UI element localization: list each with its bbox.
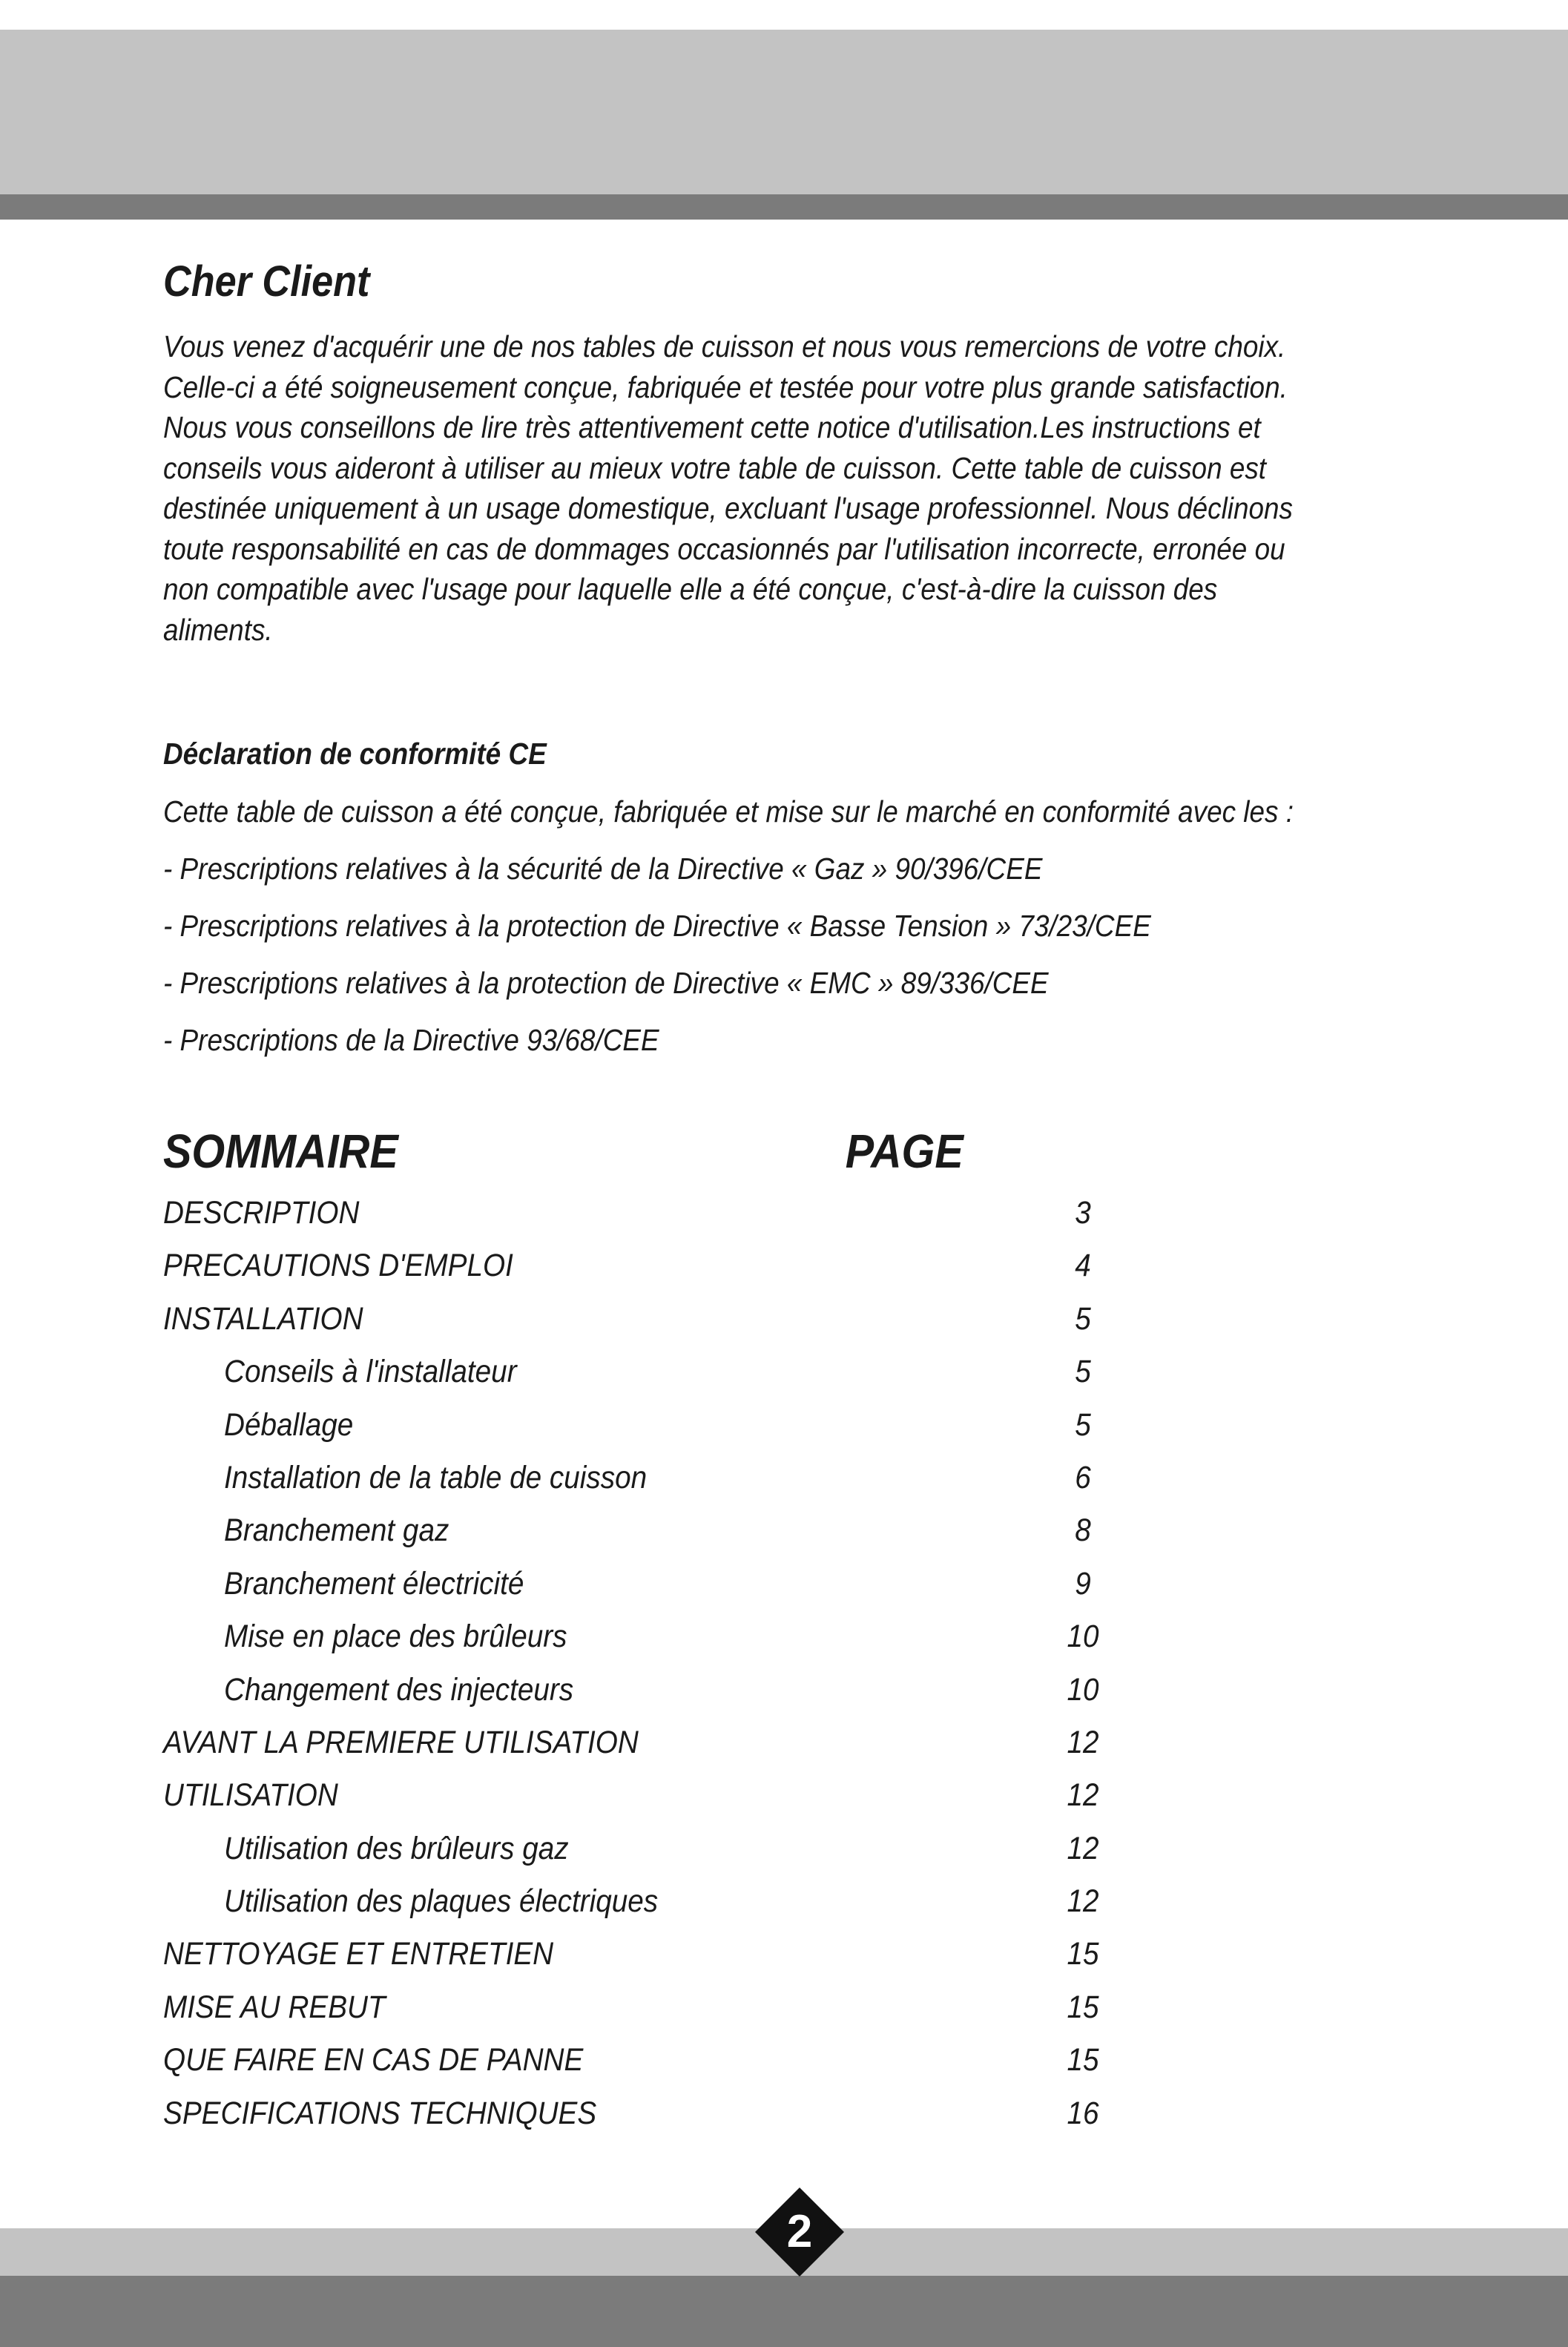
toc-entry-label: INSTALLATION (163, 1300, 363, 1337)
toc-entry-page: 12 (1067, 1830, 1099, 1866)
toc-entry (163, 1452, 1127, 1504)
toc-entry-page: 9 (1075, 1565, 1091, 1602)
toc-entry (163, 1664, 1127, 1716)
page-number-badge (753, 2185, 846, 2279)
toc-entry-label: Conseils à l'installateur (224, 1354, 517, 1390)
ce-intro: Cette table de cuisson a été conçue, fabriquée et mise sur le marché en conformité avec les : (163, 794, 1294, 829)
toc-entry (163, 1346, 1127, 1398)
toc-entry-label: MISE AU REBUT (163, 1989, 386, 2025)
toc-list (163, 1187, 1127, 2140)
toc-entry-page: 4 (1075, 1248, 1091, 1284)
toc-entry-label: Changement des injecteurs (224, 1671, 574, 1708)
toc-entry-page: 15 (1067, 2042, 1099, 2078)
intro-line: Celle-ci a été soigneusement conçue, fabriquée et testée pour votre plus grande satisfaction. (163, 369, 1288, 404)
toc-entry-label: Mise en place des brûleurs (224, 1619, 567, 1655)
table-of-contents (163, 1116, 1127, 2140)
toc-entry (163, 1187, 1127, 1240)
toc-entry (163, 1293, 1127, 1346)
toc-entry-page: 10 (1067, 1619, 1099, 1655)
ce-item: - Prescriptions de la Directive 93/68/CEE (163, 1023, 659, 1057)
intro-line: non compatible avec l'usage pour laquelle elle a été conçue, c'est-à-dire la cuisson des (163, 572, 1218, 606)
toc-entry-label: PRECAUTIONS D'EMPLOI (163, 1248, 513, 1284)
toc-entry (163, 1981, 1127, 2034)
toc-entry-page: 12 (1067, 1883, 1099, 1920)
toc-entry (163, 1823, 1127, 1875)
toc-entry (163, 1928, 1127, 1981)
intro-line: Vous venez d'acquérir une de nos tables de cuisson et nous vous remercions de votre choix. (163, 329, 1286, 363)
toc-entry-page: 15 (1067, 1989, 1099, 2025)
toc-entry-page: 8 (1075, 1512, 1091, 1549)
toc-entry-label: UTILISATION (163, 1777, 338, 1814)
ce-item: - Prescriptions relatives à la sécurité de la Directive « Gaz » 90/396/CEE (163, 852, 1043, 886)
header-band (0, 30, 1568, 194)
toc-entry-label: Déballage (224, 1406, 354, 1443)
toc-entry-label: Installation de la table de cuisson (224, 1459, 648, 1495)
toc-entry-label: Utilisation des plaques électriques (224, 1883, 659, 1920)
toc-entry (163, 2087, 1127, 2140)
intro-paragraph (163, 326, 1298, 650)
toc-entry (163, 1558, 1127, 1610)
toc-heading: SOMMAIRE (163, 1125, 398, 1178)
toc-entry-page: 5 (1075, 1406, 1091, 1443)
footer-stripe (0, 2276, 1568, 2347)
toc-entry-page: 15 (1067, 1936, 1099, 1972)
toc-entry (163, 1716, 1127, 1769)
page-number: 2 (786, 2206, 813, 2257)
toc-entry-label: Branchement gaz (224, 1512, 449, 1549)
toc-entry (163, 1504, 1127, 1557)
toc-entry-page: 16 (1067, 2095, 1099, 2131)
ce-item: - Prescriptions relatives à la protection de Directive « EMC » 89/336/CEE (163, 966, 1049, 1000)
toc-entry (163, 1875, 1127, 1928)
toc-entry (163, 1769, 1127, 1822)
intro-line: conseils vous aideront à utiliser au mieux votre table de cuisson. Cette table de cuisson est (163, 450, 1267, 485)
toc-entry-page: 10 (1067, 1671, 1099, 1708)
toc-entry-label: QUE FAIRE EN CAS DE PANNE (163, 2042, 584, 2078)
intro-line: aliments. (163, 612, 273, 647)
toc-entry-label: Utilisation des brûleurs gaz (224, 1830, 569, 1866)
header-stripe (0, 194, 1568, 220)
toc-entry (163, 2034, 1127, 2087)
toc-entry-page: 12 (1067, 1724, 1099, 1760)
toc-entry (163, 1240, 1127, 1292)
ce-declaration-title: Déclaration de conformité CE (163, 737, 547, 771)
intro-line: destinée uniquement à un usage domestique, excluant l'usage professionnel. Nous déclinons (163, 491, 1294, 525)
ce-item: - Prescriptions relatives à la protection de Directive « Basse Tension » 73/23/CEE (163, 909, 1151, 943)
toc-entry-label: AVANT LA PREMIERE UTILISATION (163, 1724, 639, 1760)
toc-entry-page: 5 (1075, 1300, 1091, 1337)
toc-entry-page: 12 (1067, 1777, 1099, 1814)
toc-entry-label: Branchement électricité (224, 1565, 524, 1602)
toc-entry (163, 1399, 1127, 1452)
toc-entry-label: NETTOYAGE ET ENTRETIEN (163, 1936, 554, 1972)
toc-entry-label: DESCRIPTION (163, 1195, 360, 1231)
toc-entry-page: 5 (1075, 1354, 1091, 1390)
intro-line: Nous vous conseillons de lire très attentivement cette notice d'utilisation.Les instructions et (163, 410, 1261, 444)
toc-header (163, 1116, 1031, 1187)
toc-entry (163, 1610, 1127, 1663)
toc-page-heading: PAGE (845, 1125, 963, 1178)
greeting-heading: Cher Client (163, 257, 370, 306)
toc-entry-page: 3 (1075, 1195, 1091, 1231)
toc-entry-label: SPECIFICATIONS TECHNIQUES (163, 2095, 597, 2131)
intro-section (163, 252, 1298, 1069)
intro-line: toute responsabilité en cas de dommages occasionnés par l'utilisation incorrecte, erronée ou (163, 531, 1285, 566)
toc-entry-page: 6 (1075, 1459, 1091, 1495)
